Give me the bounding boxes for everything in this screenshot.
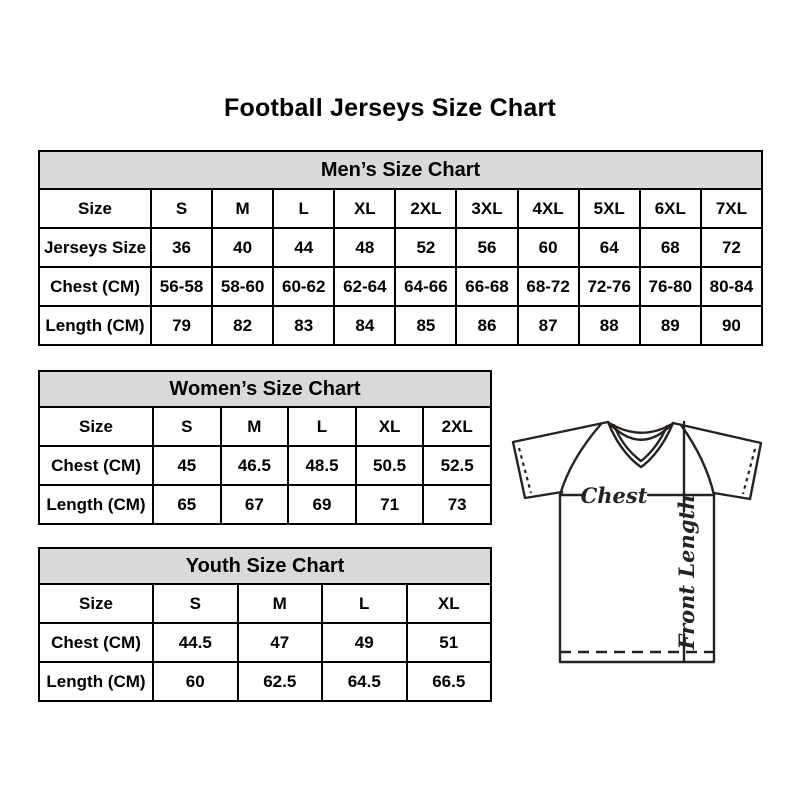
value-cell: 44 xyxy=(273,228,334,267)
value-cell: 66.5 xyxy=(407,662,492,701)
row-label-cell: Size xyxy=(39,407,153,446)
value-cell: M xyxy=(238,584,323,623)
row-label-cell: Chest (CM) xyxy=(39,267,151,306)
value-cell: XL xyxy=(356,407,424,446)
value-cell: XL xyxy=(334,189,395,228)
table-row xyxy=(39,584,491,623)
value-cell: 6XL xyxy=(640,189,701,228)
row-label-cell: Size xyxy=(39,189,151,228)
value-cell: 85 xyxy=(395,306,456,345)
value-cell: L xyxy=(322,584,407,623)
value-cell: 58-60 xyxy=(212,267,273,306)
row-label-cell: Length (CM) xyxy=(39,306,151,345)
table-row xyxy=(39,623,491,662)
table-row xyxy=(39,228,762,267)
table-title: Women’s Size Chart xyxy=(39,371,491,407)
table-row xyxy=(39,267,762,306)
value-cell: 2XL xyxy=(395,189,456,228)
table-title-row xyxy=(39,548,491,584)
value-cell: 2XL xyxy=(423,407,491,446)
value-cell: 72 xyxy=(701,228,762,267)
value-cell: 86 xyxy=(456,306,517,345)
value-cell: 68 xyxy=(640,228,701,267)
value-cell: 72-76 xyxy=(579,267,640,306)
value-cell: S xyxy=(153,584,238,623)
left-cuff-dashed-line xyxy=(519,448,531,493)
value-cell: 48 xyxy=(334,228,395,267)
value-cell: 60 xyxy=(153,662,238,701)
table-title-row xyxy=(39,151,762,189)
value-cell: 4XL xyxy=(518,189,579,228)
value-cell: 60 xyxy=(518,228,579,267)
value-cell: 90 xyxy=(701,306,762,345)
value-cell: 46.5 xyxy=(221,446,289,485)
value-cell: 73 xyxy=(423,485,491,524)
table-title: Youth Size Chart xyxy=(39,548,491,584)
jersey-right-armhole-seam xyxy=(681,425,714,495)
value-cell: 52.5 xyxy=(423,446,491,485)
youth-size-table xyxy=(38,547,492,702)
value-cell: 50.5 xyxy=(356,446,424,485)
value-cell: 36 xyxy=(151,228,212,267)
value-cell: 56 xyxy=(456,228,517,267)
jersey-measurement-diagram xyxy=(502,408,778,672)
value-cell: L xyxy=(273,189,334,228)
chest-measure-label: Chest xyxy=(580,483,648,508)
table-row xyxy=(39,407,491,446)
value-cell: 62-64 xyxy=(334,267,395,306)
value-cell: 87 xyxy=(518,306,579,345)
value-cell: 64-66 xyxy=(395,267,456,306)
value-cell: 68-72 xyxy=(518,267,579,306)
value-cell: 52 xyxy=(395,228,456,267)
table-row xyxy=(39,189,762,228)
value-cell: 82 xyxy=(212,306,273,345)
womens-size-table xyxy=(38,370,492,525)
value-cell: 84 xyxy=(334,306,395,345)
front-length-measure-label: Front Length xyxy=(674,494,699,650)
value-cell: 51 xyxy=(407,623,492,662)
value-cell: 40 xyxy=(212,228,273,267)
value-cell: 76-80 xyxy=(640,267,701,306)
value-cell: S xyxy=(151,189,212,228)
value-cell: 60-62 xyxy=(273,267,334,306)
value-cell: 64.5 xyxy=(322,662,407,701)
value-cell: 56-58 xyxy=(151,267,212,306)
value-cell: 62.5 xyxy=(238,662,323,701)
table-row xyxy=(39,446,491,485)
row-label-cell: Chest (CM) xyxy=(39,446,153,485)
row-label-cell: Size xyxy=(39,584,153,623)
table-row xyxy=(39,662,491,701)
value-cell: 83 xyxy=(273,306,334,345)
value-cell: 69 xyxy=(288,485,356,524)
value-cell: M xyxy=(212,189,273,228)
value-cell: 71 xyxy=(356,485,424,524)
value-cell: M xyxy=(221,407,289,446)
table-title: Men’s Size Chart xyxy=(39,151,762,189)
value-cell: 49 xyxy=(322,623,407,662)
value-cell: 79 xyxy=(151,306,212,345)
value-cell: L xyxy=(288,407,356,446)
mens-size-table xyxy=(38,150,763,346)
value-cell: 67 xyxy=(221,485,289,524)
value-cell: 89 xyxy=(640,306,701,345)
value-cell: 3XL xyxy=(456,189,517,228)
value-cell: 65 xyxy=(153,485,221,524)
value-cell: S xyxy=(153,407,221,446)
row-label-cell: Chest (CM) xyxy=(39,623,153,662)
row-label-cell: Jerseys Size xyxy=(39,228,151,267)
value-cell: 47 xyxy=(238,623,323,662)
row-label-cell: Length (CM) xyxy=(39,662,153,701)
table-row xyxy=(39,306,762,345)
table-row xyxy=(39,485,491,524)
value-cell: 64 xyxy=(579,228,640,267)
value-cell: XL xyxy=(407,584,492,623)
row-label-cell: Length (CM) xyxy=(39,485,153,524)
value-cell: 66-68 xyxy=(456,267,517,306)
value-cell: 45 xyxy=(153,446,221,485)
value-cell: 88 xyxy=(579,306,640,345)
value-cell: 5XL xyxy=(579,189,640,228)
value-cell: 7XL xyxy=(701,189,762,228)
value-cell: 80-84 xyxy=(701,267,762,306)
table-title-row xyxy=(39,371,491,407)
value-cell: 48.5 xyxy=(288,446,356,485)
jersey-illustration xyxy=(502,408,778,672)
page-title: Football Jerseys Size Chart xyxy=(224,94,556,122)
value-cell: 44.5 xyxy=(153,623,238,662)
